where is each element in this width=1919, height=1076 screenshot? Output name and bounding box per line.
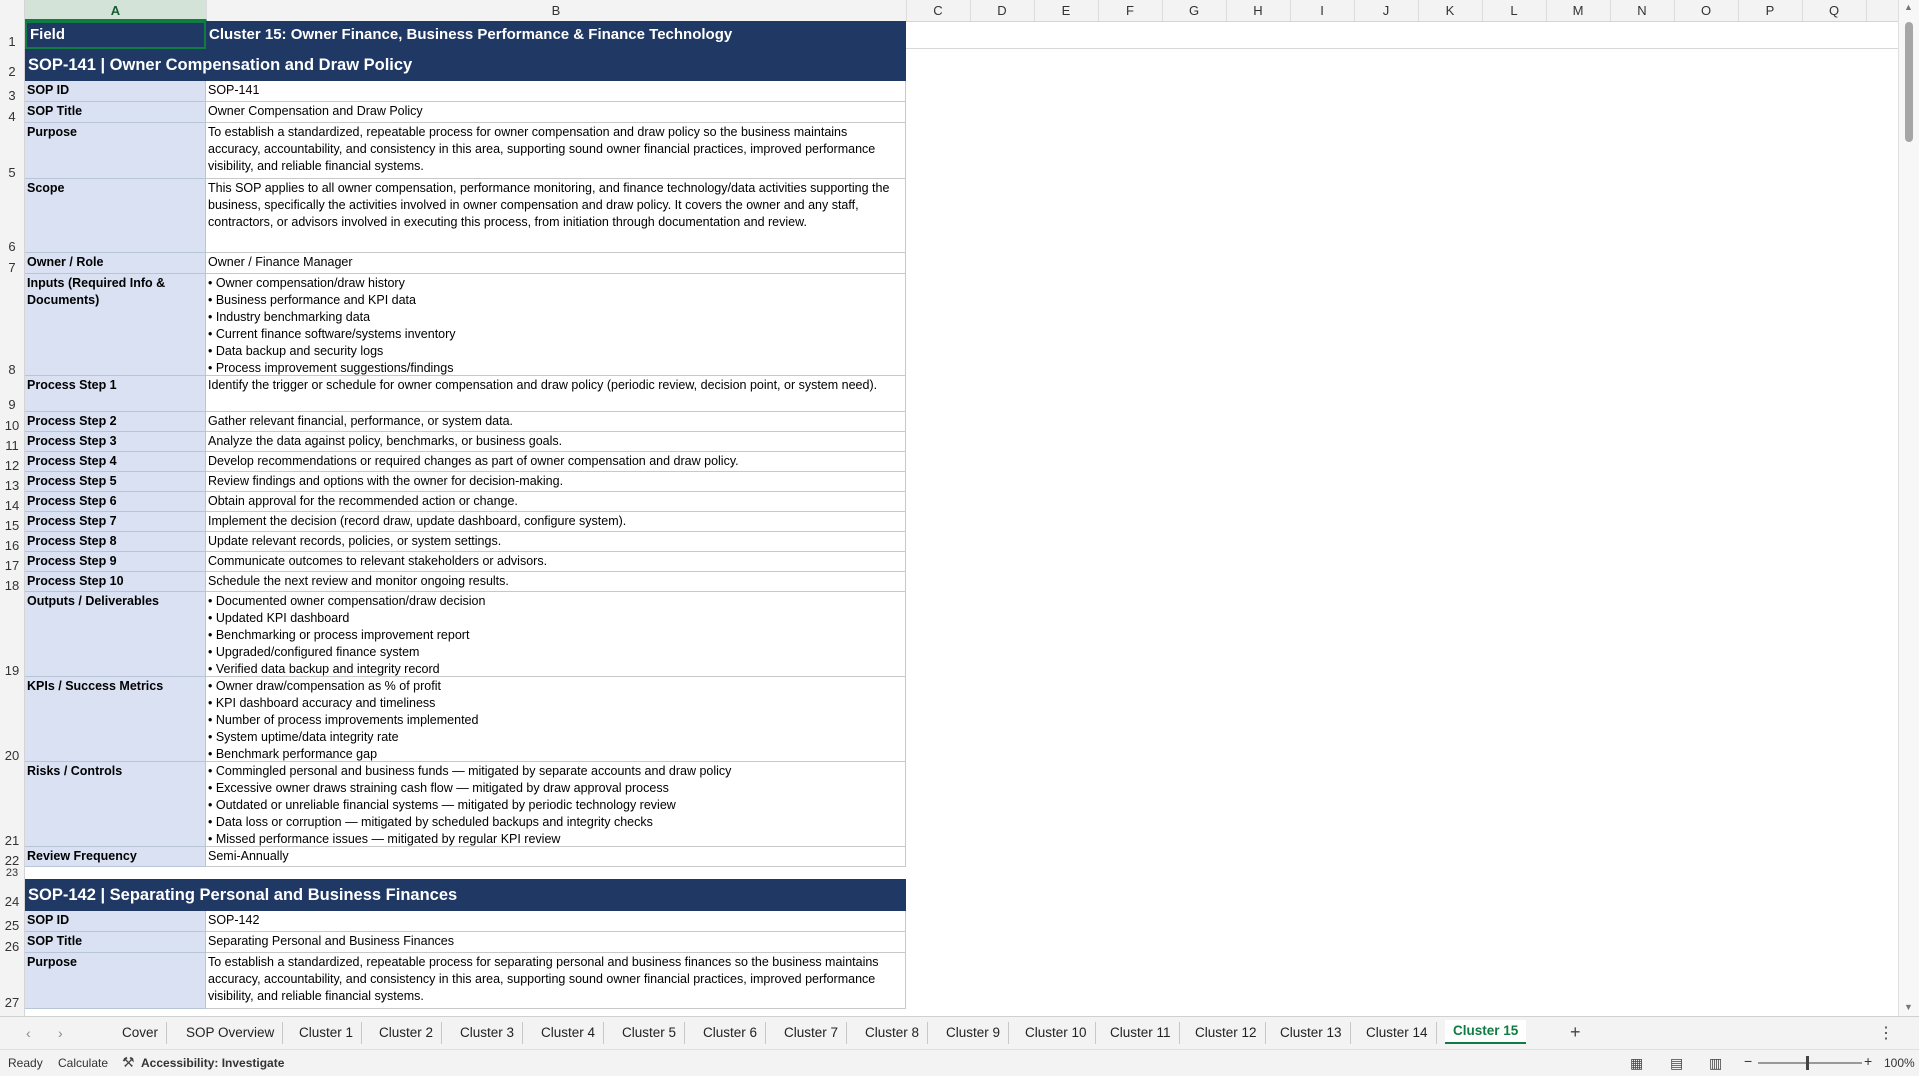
sheet-tab-cluster-12[interactable]: Cluster 12 xyxy=(1187,1022,1266,1044)
column-header-q[interactable]: Q xyxy=(1802,0,1867,21)
field-value-cell[interactable]: Schedule the next review and monitor ongoing results. xyxy=(206,572,906,592)
field-value-cell[interactable]: • Owner draw/compensation as % of profit • KPI dashboard accuracy and timeliness • Number of process improvements implemented • System uptime/data integrity rate • Benchmark performance gap xyxy=(206,677,906,762)
field-label-cell[interactable]: Process Step 4 xyxy=(25,452,206,472)
row-number[interactable]: 1 xyxy=(8,34,16,49)
sheet-tab-bar xyxy=(0,1016,1919,1050)
section-header-sop-142[interactable]: SOP-142 | Separating Personal and Business Finances xyxy=(25,879,906,911)
field-label-cell[interactable]: Process Step 10 xyxy=(25,572,206,592)
sheet-tab-cluster-8[interactable]: Cluster 8 xyxy=(857,1022,928,1044)
row-number[interactable]: 27 xyxy=(4,995,20,1010)
field-label-cell[interactable]: KPIs / Success Metrics xyxy=(25,677,206,762)
column-header-m[interactable]: M xyxy=(1546,0,1611,21)
zoom-in-icon[interactable]: + xyxy=(1864,1053,1873,1069)
scroll-up-arrow-icon[interactable]: ▲ xyxy=(1904,2,1913,12)
field-value-cell[interactable]: Communicate outcomes to relevant stakeholders or advisors. xyxy=(206,552,906,572)
field-label-cell[interactable]: Purpose xyxy=(25,953,206,1009)
row-number[interactable]: 6 xyxy=(8,239,16,254)
field-label-cell[interactable]: SOP ID xyxy=(25,81,206,102)
column-header-g[interactable]: G xyxy=(1162,0,1227,21)
row-number[interactable]: 24 xyxy=(4,894,20,909)
add-sheet-plus-icon[interactable]: + xyxy=(1570,1022,1581,1042)
column-header-p[interactable]: P xyxy=(1738,0,1803,21)
row-number[interactable]: 21 xyxy=(4,833,20,848)
field-value-cell[interactable]: • Commingled personal and business funds — mitigated by separate accounts and draw policy • Excessive owner draws straining cash flow — mitigated by draw approval process • Outdated or unreliable financial systems — mitigated by periodic technology review • Data loss or corruption — mitigated by scheduled backups and integrity checks • Missed performance issues — mitigated by regular KPI review xyxy=(206,762,906,847)
row-number[interactable]: 20 xyxy=(4,748,20,763)
section-header-sop-141[interactable]: SOP-141 | Owner Compensation and Draw Policy xyxy=(25,49,906,81)
sheet-tab-sop-overview[interactable]: SOP Overview xyxy=(178,1022,283,1044)
field-value-cell[interactable]: This SOP applies to all owner compensation, performance monitoring, and finance technology/data activities supporting the business, specifically the activities involved in owner compensation and draw policy. It covers the owner and any staff, contractors, or advisors involved in executing this process, from initiation through documentation and review. xyxy=(206,179,906,253)
page-break-preview-icon[interactable]: ▥ xyxy=(1709,1055,1723,1071)
zoom-out-icon[interactable]: − xyxy=(1744,1053,1753,1069)
row-header-bar xyxy=(0,21,25,1016)
field-label-cell[interactable]: Scope xyxy=(25,179,206,253)
scroll-down-arrow-icon[interactable]: ▼ xyxy=(1904,1002,1913,1012)
more-options-icon[interactable]: ⋮ xyxy=(1878,1025,1894,1042)
field-value-cell[interactable]: SOP-142 xyxy=(206,911,906,932)
field-label-cell[interactable]: SOP Title xyxy=(25,102,206,123)
field-label-cell[interactable]: Purpose xyxy=(25,123,206,179)
row-number[interactable]: 19 xyxy=(4,663,20,678)
field-value-cell[interactable]: Obtain approval for the recommended action or change. xyxy=(206,492,906,512)
cell-a1-field-label[interactable]: Field xyxy=(25,21,206,49)
status-ready: Ready xyxy=(8,1056,43,1070)
column-header-b[interactable]: B xyxy=(206,0,907,21)
sheet-tab-cover[interactable]: Cover xyxy=(114,1022,167,1044)
field-label-cell[interactable]: SOP Title xyxy=(25,932,206,953)
row-number[interactable]: 4 xyxy=(8,109,16,124)
worksheet-grid[interactable] xyxy=(25,21,1898,1016)
field-value-cell[interactable]: Semi-Annually xyxy=(206,847,906,867)
row-number[interactable]: 8 xyxy=(8,362,16,377)
column-header-bar xyxy=(0,0,1919,22)
field-value-cell[interactable]: Owner / Finance Manager xyxy=(206,253,906,274)
row-number[interactable]: 5 xyxy=(8,165,16,180)
field-value-cell[interactable]: • Owner compensation/draw history • Business performance and KPI data • Industry benchmarking data • Current finance software/systems inventory • Data backup and security logs • Process improvement suggestions/findings xyxy=(206,274,906,376)
field-value-cell[interactable]: Develop recommendations or required changes as part of owner compensation and draw policy. xyxy=(206,452,906,472)
row-number[interactable]: 9 xyxy=(8,397,16,412)
field-label-cell[interactable]: Process Step 6 xyxy=(25,492,206,512)
row-number[interactable]: 12 xyxy=(4,458,20,473)
row-number[interactable]: 2 xyxy=(8,64,16,79)
field-value-cell[interactable]: Review findings and options with the owner for decision-making. xyxy=(206,472,906,492)
field-label-cell[interactable]: Process Step 2 xyxy=(25,412,206,432)
cell-b1-cluster-title[interactable]: Cluster 15: Owner Finance, Business Performance & Finance Technology xyxy=(206,21,906,49)
column-header-d[interactable]: D xyxy=(970,0,1035,21)
sheet-tab-cluster-2[interactable]: Cluster 2 xyxy=(371,1022,442,1044)
column-header-h[interactable]: H xyxy=(1226,0,1291,21)
column-header-c[interactable]: C xyxy=(906,0,971,21)
accessibility-icon[interactable]: ⚒ xyxy=(122,1054,135,1070)
row-number[interactable]: 15 xyxy=(4,518,20,533)
row-number[interactable]: 16 xyxy=(4,538,20,553)
field-value-cell[interactable]: SOP-141 xyxy=(206,81,906,102)
column-header-l[interactable]: L xyxy=(1482,0,1547,21)
field-value-cell[interactable]: Identify the trigger or schedule for owner compensation and draw policy (periodic review, decision point, or system need). xyxy=(206,376,906,412)
sheet-tab-cluster-5[interactable]: Cluster 5 xyxy=(614,1022,685,1044)
field-label-cell[interactable]: Outputs / Deliverables xyxy=(25,592,206,677)
field-value-cell[interactable]: Owner Compensation and Draw Policy xyxy=(206,102,906,123)
vertical-scrollbar[interactable] xyxy=(1898,0,1919,1016)
field-value-cell[interactable]: • Documented owner compensation/draw decision • Updated KPI dashboard • Benchmarking or process improvement report • Upgraded/configured finance system • Verified data backup and integrity record xyxy=(206,592,906,677)
sheet-tab-cluster-10[interactable]: Cluster 10 xyxy=(1017,1022,1096,1044)
field-label-cell[interactable]: Owner / Role xyxy=(25,253,206,274)
field-label-cell[interactable]: Process Step 3 xyxy=(25,432,206,452)
status-accessibility[interactable]: Accessibility: Investigate xyxy=(141,1056,285,1070)
zoom-level[interactable]: 100% xyxy=(1884,1056,1915,1070)
sheet-tab-cluster-13[interactable]: Cluster 13 xyxy=(1272,1022,1351,1044)
row-number[interactable]: 14 xyxy=(4,498,20,513)
column-header-a[interactable]: A xyxy=(25,0,207,21)
zoom-slider[interactable] xyxy=(1758,1062,1862,1064)
field-value-cell[interactable]: To establish a standardized, repeatable process for owner compensation and draw policy so the business maintains accuracy, accountability, and consistency in this area, supporting sound owner financial practices, improved performance visibility, and reliable financial systems. xyxy=(206,123,906,179)
field-value-cell[interactable]: Separating Personal and Business Finances xyxy=(206,932,906,953)
field-label-cell[interactable]: Review Frequency xyxy=(25,847,206,867)
column-header-j[interactable]: J xyxy=(1354,0,1419,21)
field-label-cell[interactable]: Process Step 8 xyxy=(25,532,206,552)
row-number[interactable]: 13 xyxy=(4,478,20,493)
sheet-tab-cluster-4[interactable]: Cluster 4 xyxy=(533,1022,604,1044)
sheet-tab-cluster-15[interactable]: Cluster 15 xyxy=(1445,1020,1526,1044)
scrollbar-thumb[interactable] xyxy=(1905,22,1913,142)
tab-scroll-right-icon[interactable]: › xyxy=(58,1025,63,1041)
row-number[interactable]: 7 xyxy=(8,260,16,275)
field-value-cell[interactable]: To establish a standardized, repeatable process for separating personal and business finances so the business maintains accuracy, accountability, and consistency in this area, supporting sound owner financial practices, improved performance visibility, and reliable financial systems. xyxy=(206,953,906,1009)
sheet-tab-cluster-6[interactable]: Cluster 6 xyxy=(695,1022,766,1044)
column-header-k[interactable]: K xyxy=(1418,0,1483,21)
row-number[interactable]: 3 xyxy=(8,88,16,103)
row-number[interactable]: 10 xyxy=(4,418,20,433)
row-number[interactable]: 17 xyxy=(4,558,20,573)
column-header-i[interactable]: I xyxy=(1290,0,1355,21)
sheet-tab-cluster-3[interactable]: Cluster 3 xyxy=(452,1022,523,1044)
field-label-cell[interactable]: SOP ID xyxy=(25,911,206,932)
sheet-tab-cluster-1[interactable]: Cluster 1 xyxy=(291,1022,362,1044)
row-number[interactable]: 25 xyxy=(4,918,20,933)
field-label-cell[interactable]: Process Step 5 xyxy=(25,472,206,492)
field-value-cell[interactable]: Analyze the data against policy, benchmarks, or business goals. xyxy=(206,432,906,452)
sheet-tab-cluster-11[interactable]: Cluster 11 xyxy=(1102,1022,1180,1044)
field-label-cell[interactable]: Process Step 9 xyxy=(25,552,206,572)
page-layout-view-icon[interactable]: ▤ xyxy=(1670,1055,1684,1071)
column-header-o[interactable]: O xyxy=(1674,0,1739,21)
sheet-tab-cluster-9[interactable]: Cluster 9 xyxy=(938,1022,1009,1044)
status-bar xyxy=(0,1049,1919,1076)
row-number[interactable]: 11 xyxy=(5,438,19,453)
normal-view-icon[interactable]: ▦ xyxy=(1630,1055,1644,1071)
column-header-n[interactable]: N xyxy=(1610,0,1675,21)
column-header-e[interactable]: E xyxy=(1034,0,1099,21)
sheet-tab-cluster-7[interactable]: Cluster 7 xyxy=(776,1022,847,1044)
sheet-tab-cluster-14[interactable]: Cluster 14 xyxy=(1358,1022,1437,1044)
column-header-f[interactable]: F xyxy=(1098,0,1163,21)
tab-scroll-left-icon[interactable]: ‹ xyxy=(26,1025,31,1041)
field-label-cell[interactable]: Process Step 1 xyxy=(25,376,206,412)
row-number[interactable]: 22 xyxy=(4,853,20,868)
row-number[interactable]: 26 xyxy=(4,939,20,954)
zoom-slider-knob[interactable] xyxy=(1806,1056,1809,1070)
field-value-cell[interactable]: Update relevant records, policies, or system settings. xyxy=(206,532,906,552)
select-all-corner[interactable] xyxy=(0,0,25,21)
field-label-cell[interactable]: Risks / Controls xyxy=(25,762,206,847)
gridline xyxy=(906,48,1898,49)
row-number[interactable]: 18 xyxy=(4,578,20,593)
field-value-cell[interactable]: Gather relevant financial, performance, or system data. xyxy=(206,412,906,432)
status-calculate[interactable]: Calculate xyxy=(58,1056,109,1070)
field-label-cell[interactable]: Process Step 7 xyxy=(25,512,206,532)
field-value-cell[interactable]: Implement the decision (record draw, update dashboard, configure system). xyxy=(206,512,906,532)
row-number[interactable]: 23 xyxy=(5,867,19,879)
field-label-cell[interactable]: Inputs (Required Info & Documents) xyxy=(25,274,206,376)
